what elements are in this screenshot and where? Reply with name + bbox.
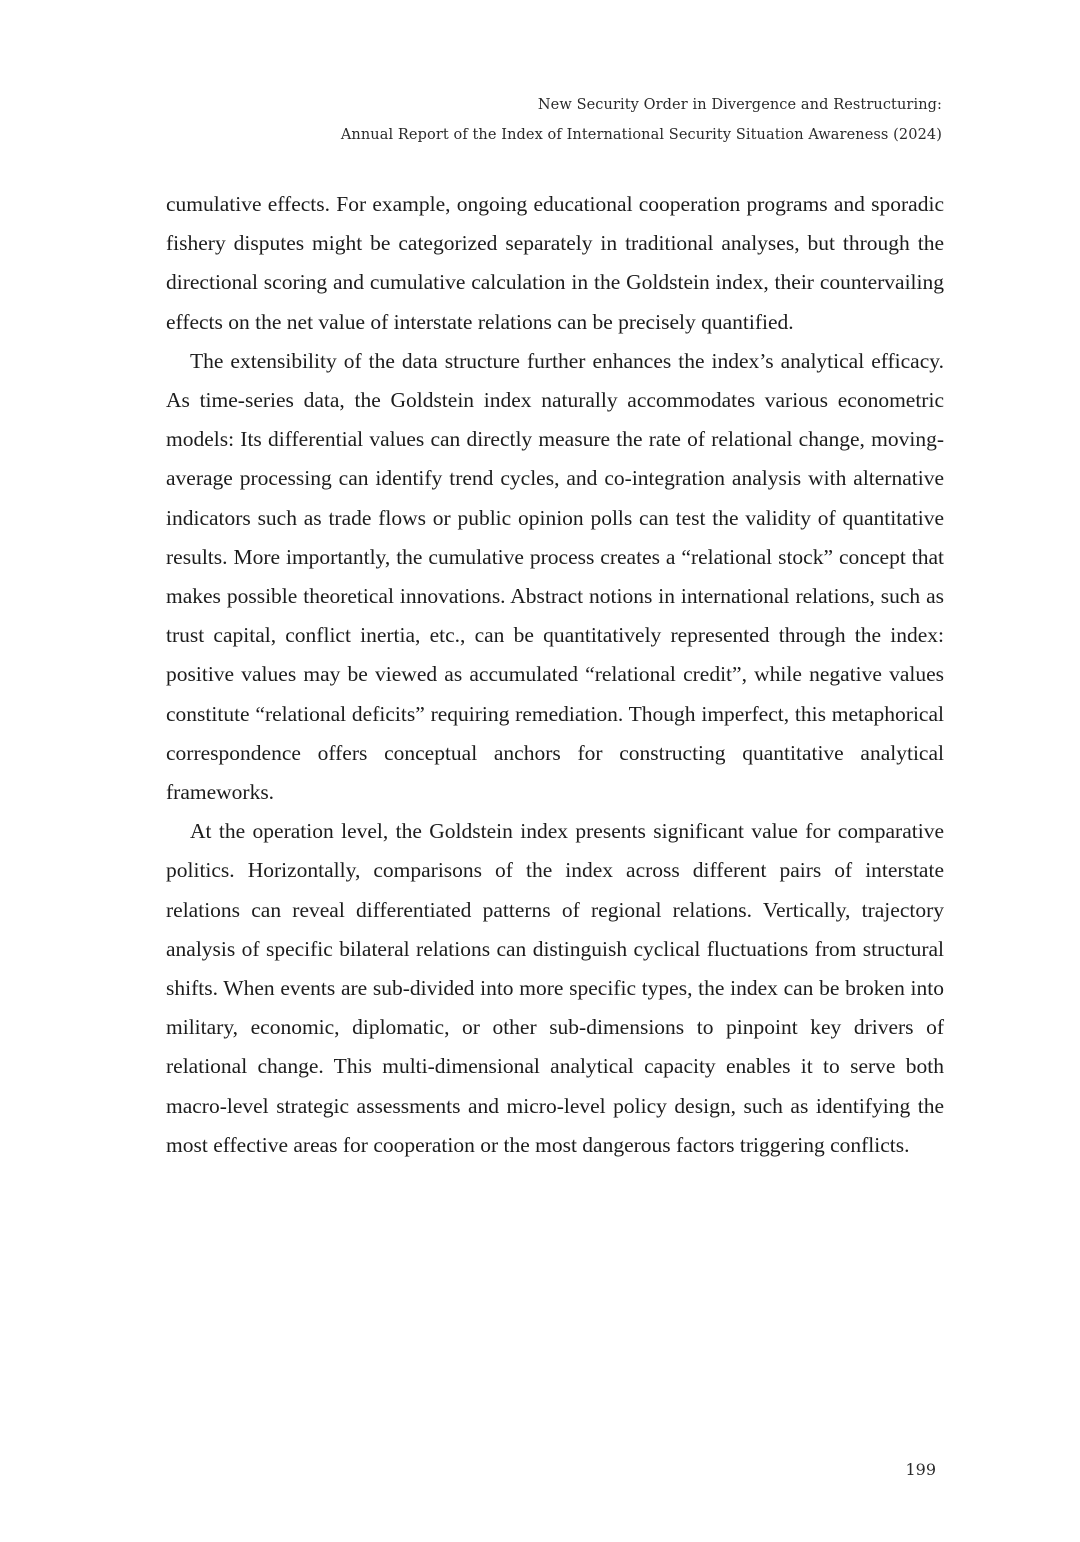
paragraph-extensibility: The extensibility of the data structure further enhances the index’s analytical efficacy. As time-series data, the Goldstein index naturally accommodates various econometric models: Its differential values can directly measure the rate of relational change, moving-average processing can identify trend cycles, and co-integration analysis with alternative indicators such as trade flows or public opinion polls can test the validity of quantitative results. More importantly, the cumulative process creates a “relational stock” concept that makes possible theoretical innovations. Abstract notions in international relations, such as trust capital, conflict inertia, etc., can be quantitatively represented through the index: positive values may be viewed as accumulated “relational credit”, while negative values constitute “relational deficits” requiring remediation. Though imperfect, this metaphorical correspondence offers conceptual anchors for constructing quantitative analytical frameworks. (166, 348, 944, 805)
body-text (166, 185, 944, 1165)
running-header-title: New Security Order in Divergence and Restructuring: (537, 97, 942, 113)
paragraph-continued: cumulative effects. For example, ongoing educational cooperation programs and sporadic fishery disputes might be categorized separately in traditional analyses, but through the directional scoring and cumulative calculation in the Goldstein index, their countervailing effects on the net value of interstate relations can be precisely quantified. (166, 192, 944, 334)
running-header (242, 90, 942, 150)
page-number: 199 (905, 1460, 936, 1479)
paragraph-operation-level: At the operation level, the Goldstein index presents significant value for comparative politics. Horizontally, comparisons of the index across different pairs of interstate relations can reveal differentiated patterns of regional relations. Vertically, trajectory analysis of specific bilateral relations can distinguish cyclical fluctuations from structural shifts. When events are sub-divided into more specific types, the index can be broken into military, economic, diplomatic, or other sub-dimensions to pinpoint key drivers of relational change. This multi-dimensional analytical capacity enables it to serve both macro-level strategic assessments and micro-level policy design, such as identifying the most effective areas for cooperation or the most dangerous factors triggering conflicts. (166, 819, 944, 1157)
running-header-subtitle: Annual Report of the Index of International Security Situation Awareness (2024) (340, 127, 942, 143)
